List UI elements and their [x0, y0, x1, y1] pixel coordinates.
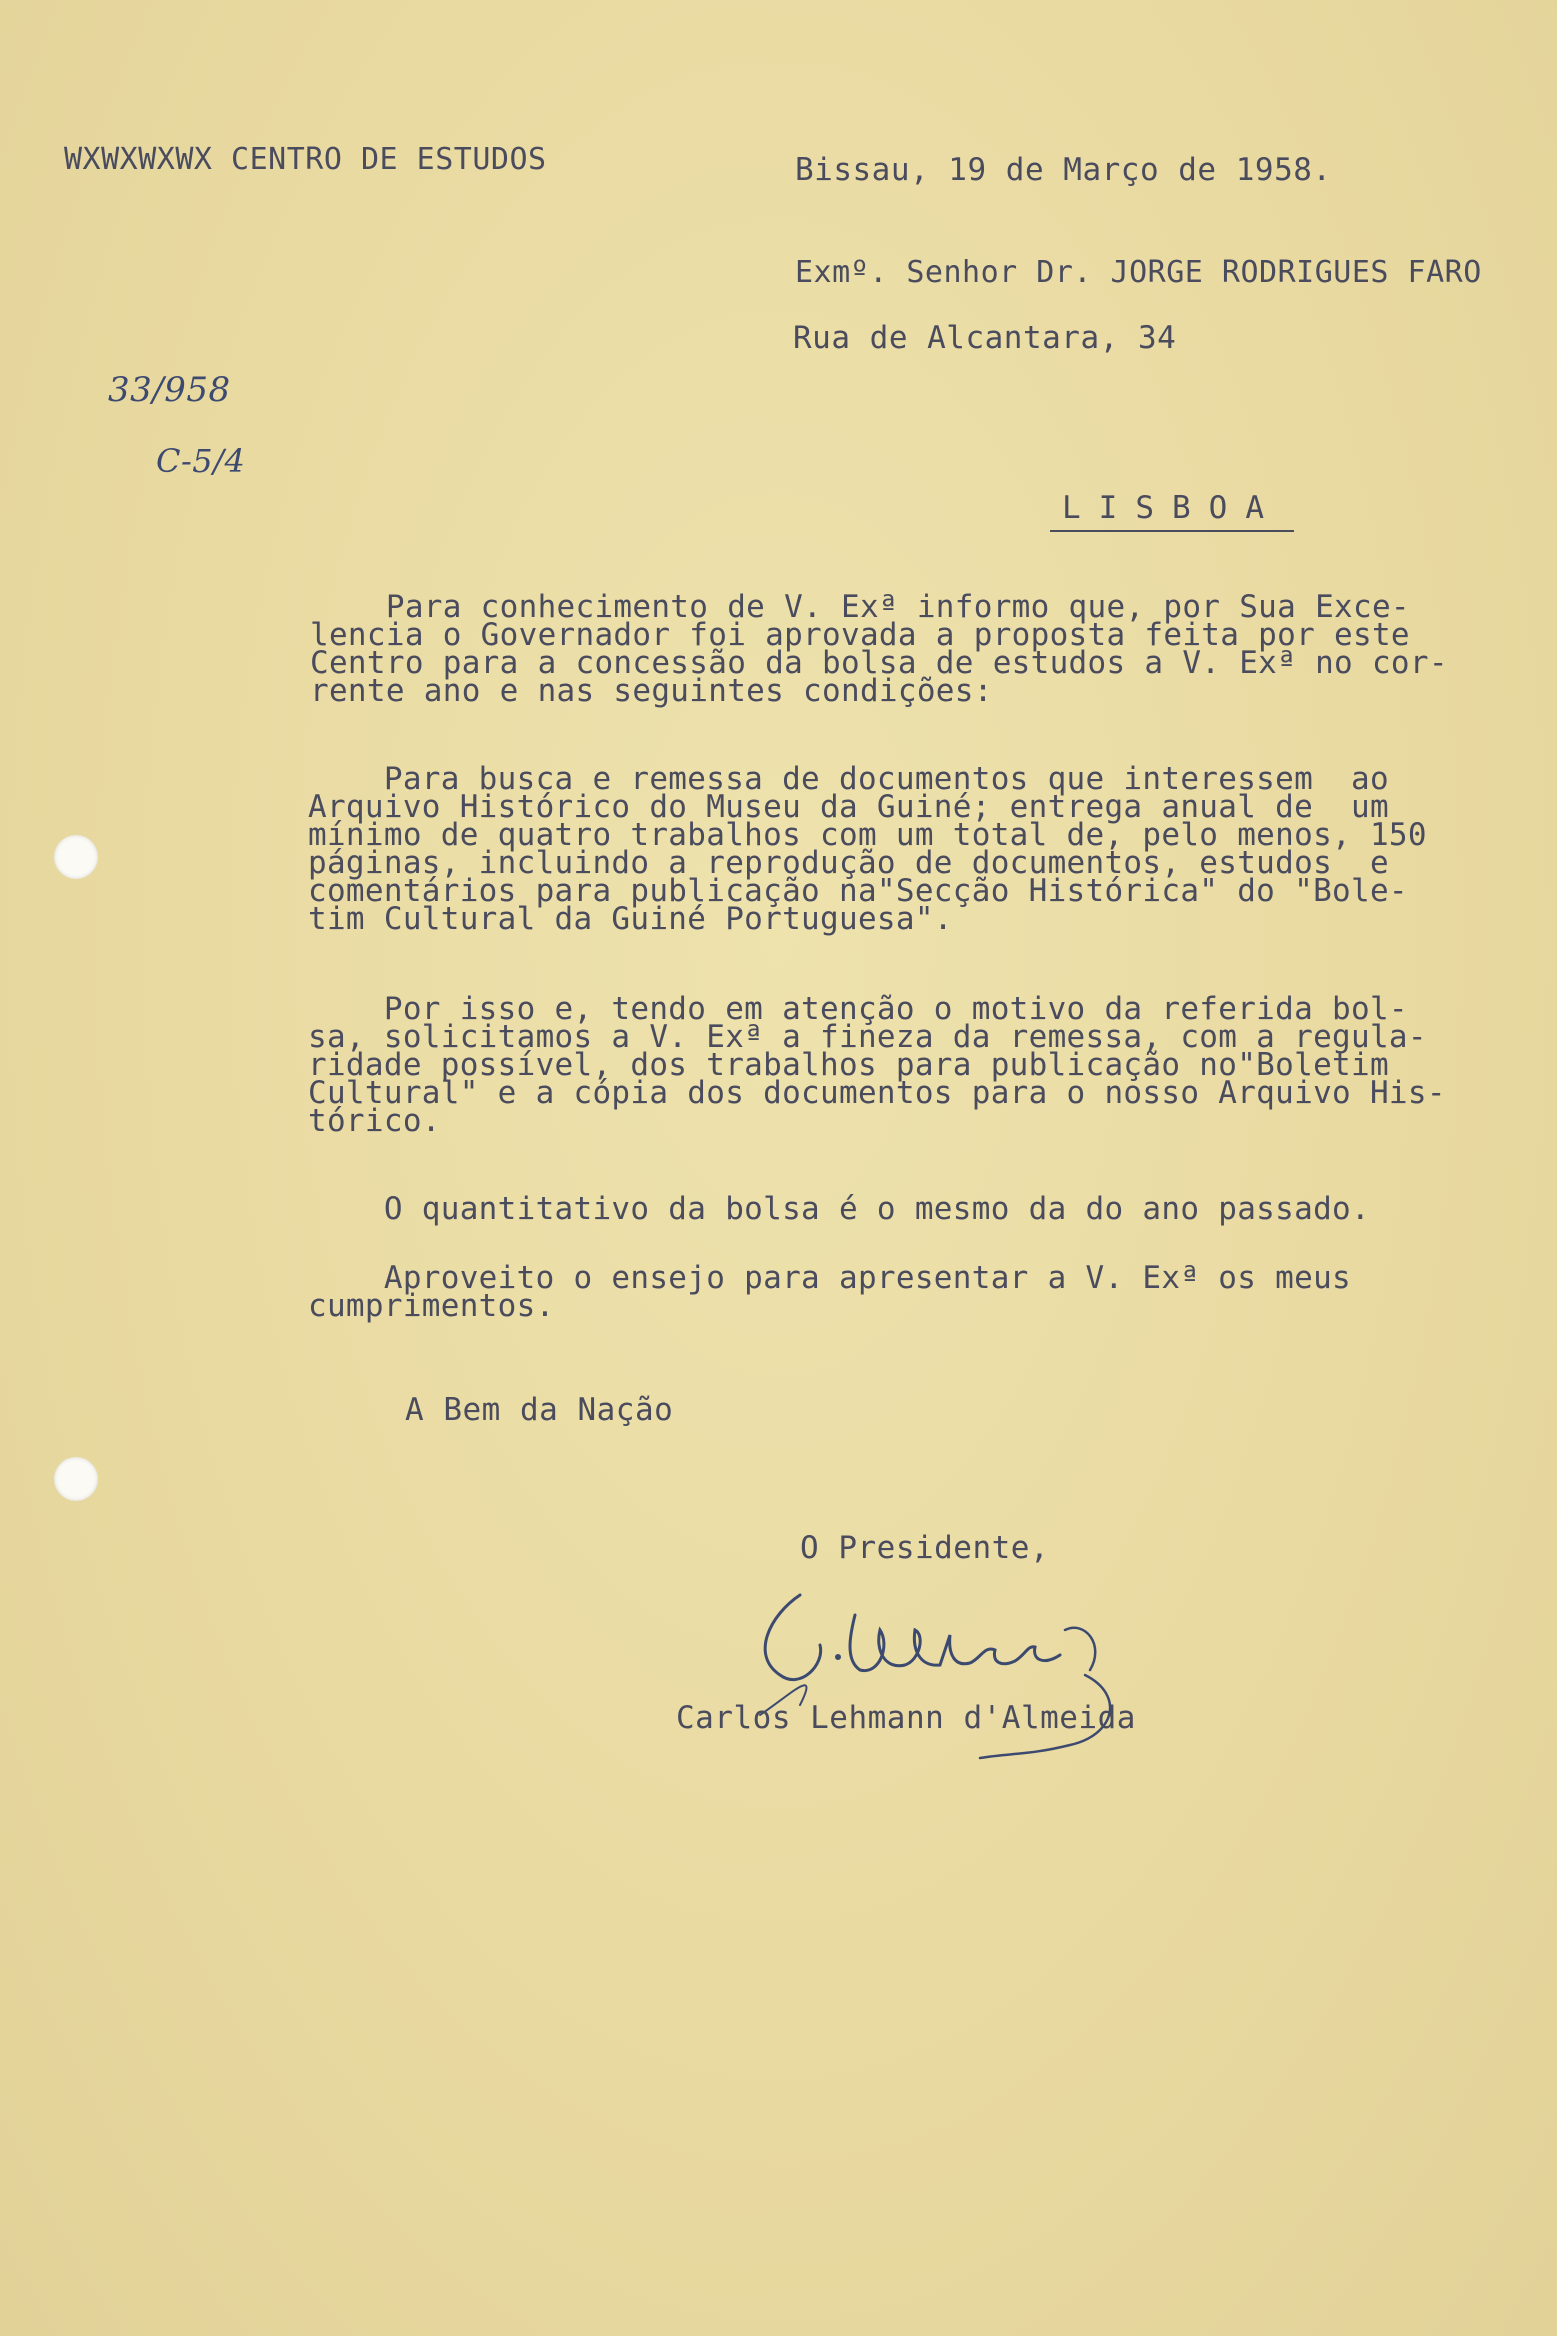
handwritten-signature	[730, 1575, 1210, 1775]
punch-hole	[54, 1457, 98, 1501]
recipient-address: Rua de Alcantara, 34	[793, 320, 1177, 356]
paragraph: Para conhecimento de V. Exª informo que, por Sua Exce- lencia o Governador foi aprovada a proposta feita por este Centro para a concessão da bolsa de estudos a V. Exª no cor- rente ano e nas seguintes condições:	[310, 589, 1448, 709]
paragraph: O quantitativo da bolsa é o mesmo da do ano passado.	[308, 1191, 1370, 1227]
paragraph: Por isso e, tendo em atenção o motivo da referida bol- sa, solicitamos a V. Exª a fineza da remessa, com a regula- ridade possível, dos trabalhos para publicação no"Boletim Cultural" e a cópia dos documentos para o nosso Arquivo His- tórico.	[308, 991, 1446, 1139]
paragraph: Aproveito o ensejo para apresentar a V. Exª os meus cumprimentos.	[308, 1260, 1351, 1324]
letterhead: WXWXWXWX CENTRO DE ESTUDOS	[64, 142, 547, 177]
paragraph: Para busca e remessa de documentos que interessem ao Arquivo Histórico do Museu da Guiné; entrega anual de um mínimo de quatro trabalhos com um total de, pelo menos, 150 páginas, incluindo a reprodução de documentos, estudos e comentários para publicação na"Secção Histórica" do "Bole- tim Cultural da Guiné Portuguesa".	[308, 761, 1427, 937]
place-date: Bissau, 19 de Março de 1958.	[795, 152, 1332, 188]
reference-number: 33/958	[108, 370, 231, 410]
signatory-title: O Presidente,	[800, 1530, 1050, 1566]
recipient-name: Exmº. Senhor Dr. JORGE RODRIGUES FARO	[795, 255, 1482, 290]
reference-code: C-5/4	[156, 442, 246, 480]
punch-hole	[54, 835, 98, 879]
destination-city: LISBOA	[1050, 490, 1294, 526]
signatory-name: Carlos Lehmann d'Almeida	[676, 1700, 1136, 1736]
closing-salutation: A Bem da Nação	[405, 1392, 674, 1428]
